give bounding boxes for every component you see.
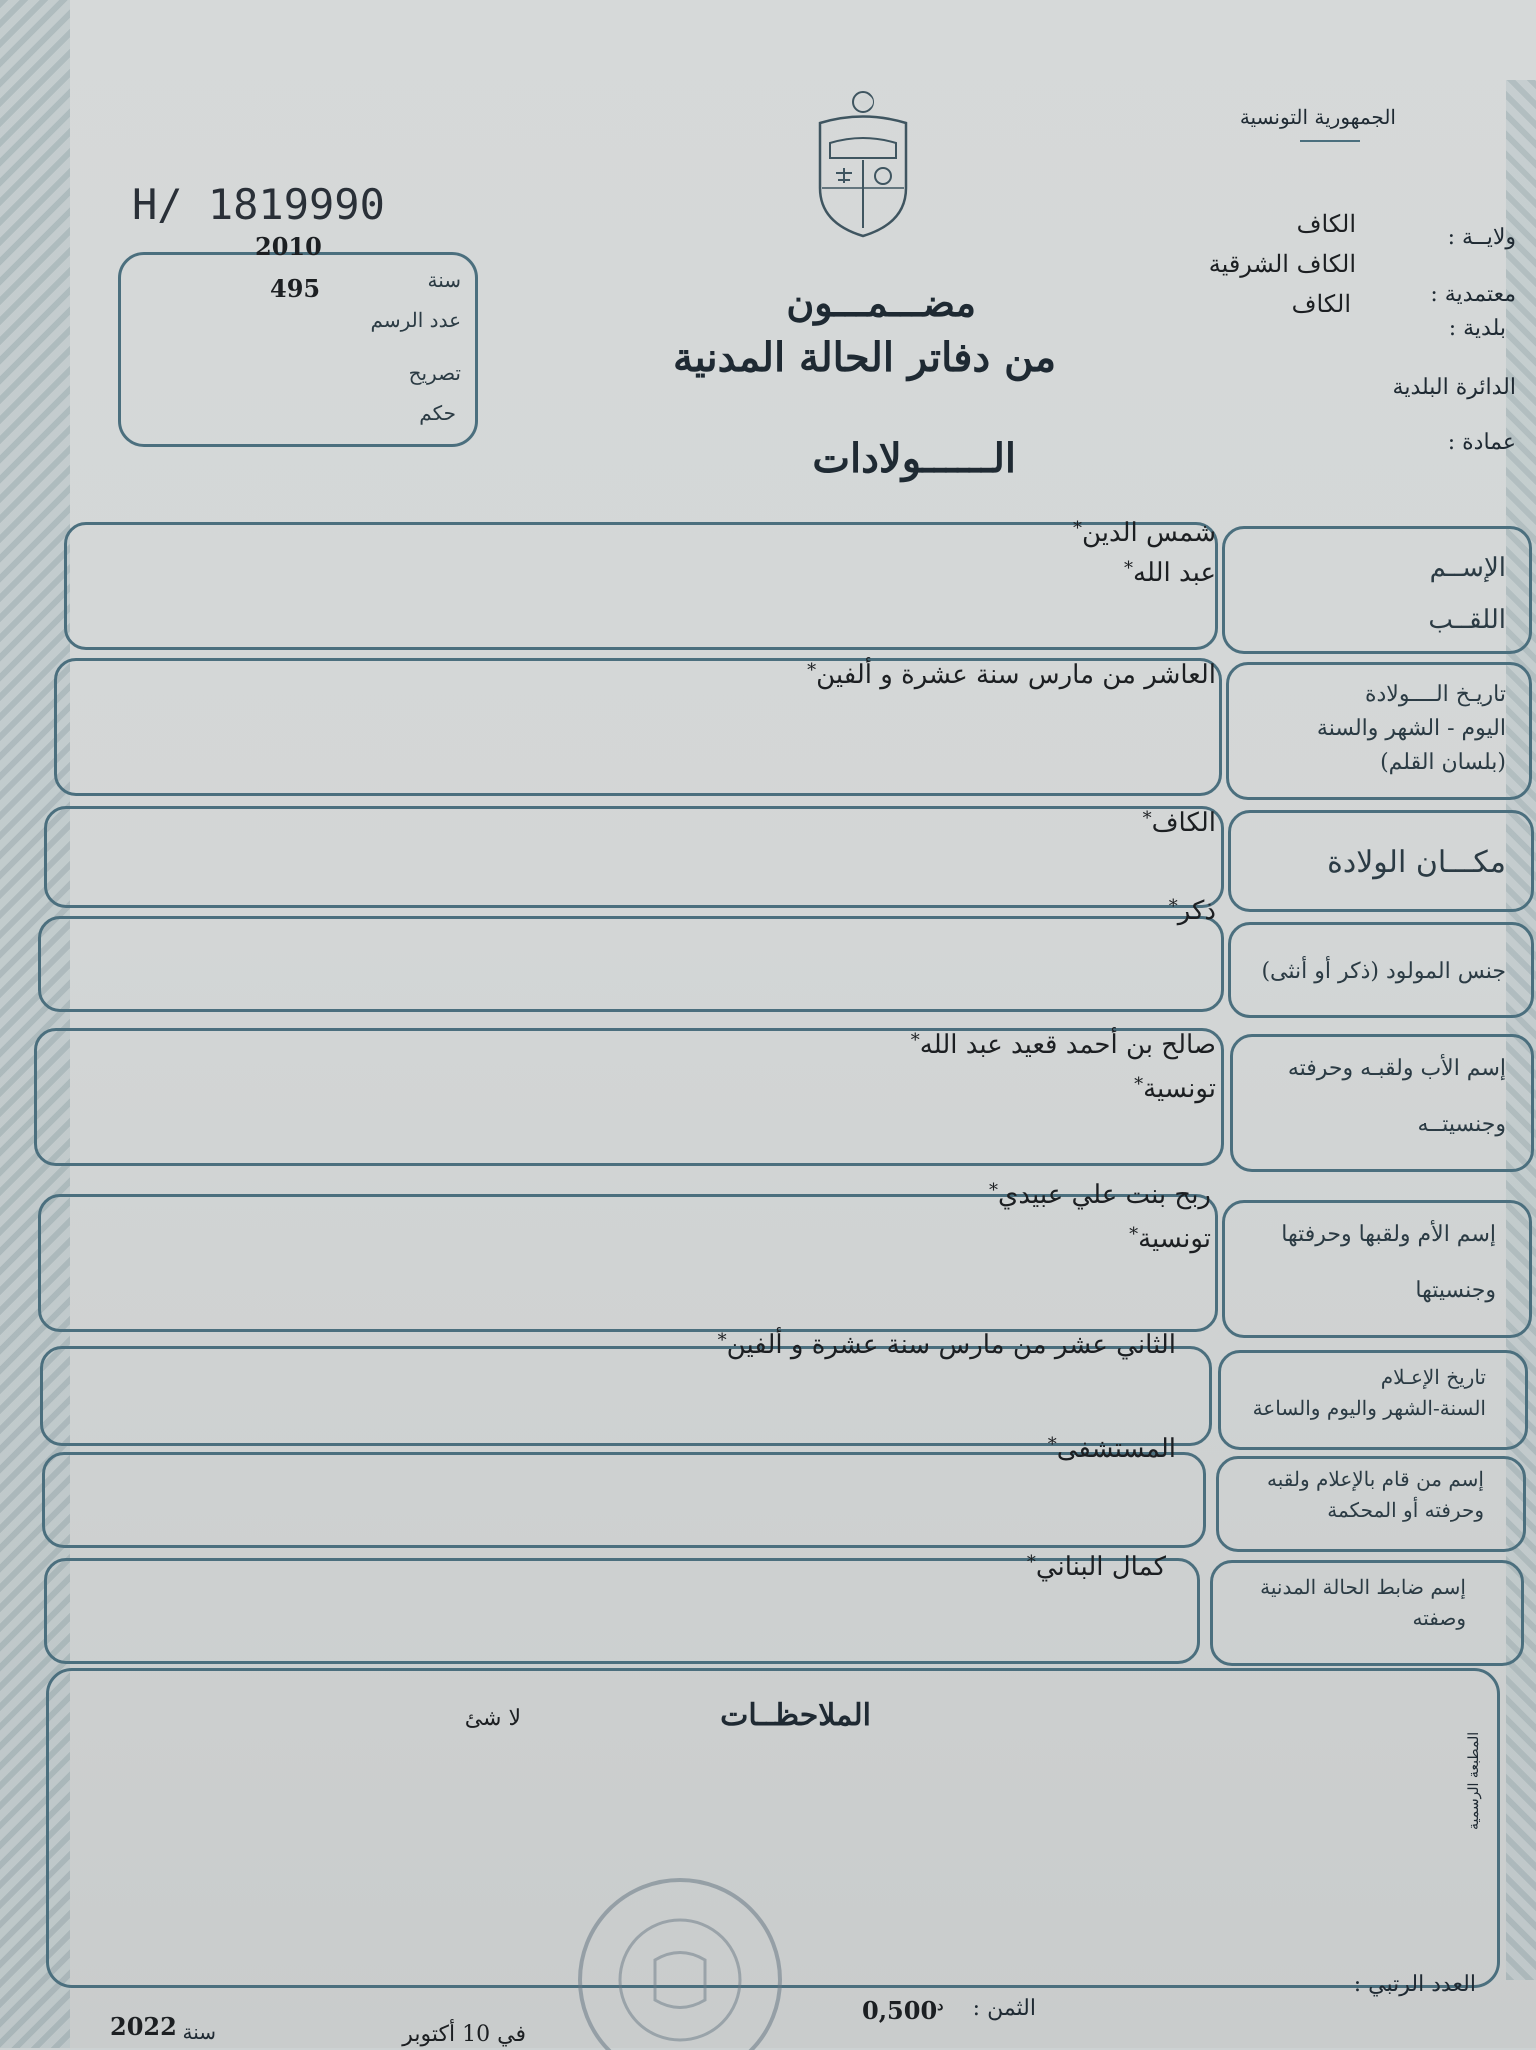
footer-date-value: في 10 أكتوبر: [402, 2022, 526, 2047]
title-line2: من دفاتر الحالة المدنية: [673, 334, 1056, 381]
field-declaration-date-value-box: [40, 1346, 1212, 1446]
footer-year-label: سنة: [182, 2020, 216, 2044]
remarks-value: لا شئ: [464, 1706, 521, 1731]
motamadia-value: الكاف الشرقية: [1208, 250, 1356, 278]
field-name-value: شمس الدين* عبد الله*: [1072, 518, 1216, 588]
field-mother-value: ربح بنت علي عبيدي* تونسية*: [989, 1180, 1211, 1254]
footer-year-value: 2022: [110, 2012, 177, 2041]
right-edge-pattern: [1506, 80, 1536, 1980]
wilaya-value: الكاف: [1296, 210, 1356, 238]
tunisia-coat-of-arms-icon: [808, 88, 918, 238]
field-birth-date-value: العاشر من مارس سنة عشرة و ألفين*: [807, 660, 1216, 690]
omada-label: عمادة :: [1447, 430, 1516, 455]
field-mother-label: إسم الأم ولقبها وحرفتها وجنسيتها: [1281, 1222, 1496, 1304]
document-serial: H/ 1819990: [132, 180, 385, 229]
field-birth-place-value-box: [44, 806, 1224, 908]
official-stamp-icon: [560, 1860, 800, 2050]
registration-number-label: عدد الرسم: [370, 308, 461, 332]
section-title: الــــــولادات: [812, 435, 1016, 482]
motamadia-label: معتمدية :: [1430, 282, 1516, 307]
footer-serial-label: العدد الرتبي :: [1353, 1972, 1476, 1997]
field-declarant-label: إسم من قام بالإعلام ولقبه وحرفته أو المحكمة: [1267, 1467, 1484, 1522]
field-sex-label: جنس المولود (ذكر أو أنثى): [1261, 959, 1506, 984]
title-line1: مضـــمـــون: [786, 280, 976, 325]
field-declarant-value-box: [42, 1452, 1206, 1548]
remarks-label: الملاحظــات: [720, 1698, 871, 1733]
field-sex-value-box: [38, 916, 1224, 1012]
field-birth-place-label: مكـــان الولادة: [1327, 845, 1506, 880]
field-declaration-date-label: تاريخ الإعـلام السنة-الشهر واليوم والساعة: [1252, 1365, 1486, 1420]
registration-year-value: 2010: [255, 232, 322, 261]
field-name-value-box: [64, 522, 1218, 650]
field-birth-place-value: الكاف*: [1142, 808, 1216, 838]
field-birth-date-label: تاريـخ الــــولادة اليوم - الشهر والسنة (بلسان القلم): [1316, 682, 1506, 776]
registration-declaration-label: تصريح: [408, 361, 461, 385]
field-declarant-value: المستشفى*: [1047, 1434, 1176, 1464]
baladia-label: بلدية :: [1448, 316, 1506, 341]
baladia-value: الكاف: [1291, 290, 1351, 318]
wilaya-label: ولايــة :: [1447, 225, 1516, 250]
daira-label: الدائرة البلدية: [1392, 375, 1516, 400]
field-sex-value: ذكر*: [1168, 896, 1216, 926]
registration-number-value: 495: [270, 274, 321, 303]
registration-year-label: سنة: [427, 268, 461, 292]
side-print-text: المطبعة الرسمية: [1466, 1731, 1482, 1830]
field-name-label: الإســم اللقــب: [1428, 553, 1506, 636]
field-officer-value: كمال البناني*: [1026, 1552, 1166, 1582]
registration-judgment-label: حكم: [419, 401, 456, 425]
footer-price-value: $0,500^د$: [862, 1996, 944, 2025]
field-father-label: إسم الأب ولقبـه وحرفته وجنسيتــه: [1287, 1056, 1506, 1138]
field-declaration-date-value: الثاني عشر من مارس سنة عشرة و ألفين*: [717, 1330, 1176, 1360]
republic-underline: [1300, 140, 1360, 142]
field-father-value: صالح بن أحمد قعيد عبد الله* تونسية*: [910, 1030, 1216, 1104]
republic-title: الجمهورية التونسية: [1239, 105, 1396, 129]
field-officer-label: إسم ضابط الحالة المدنية وصفته: [1260, 1575, 1466, 1630]
footer-price-label: الثمن :: [972, 1996, 1036, 2021]
